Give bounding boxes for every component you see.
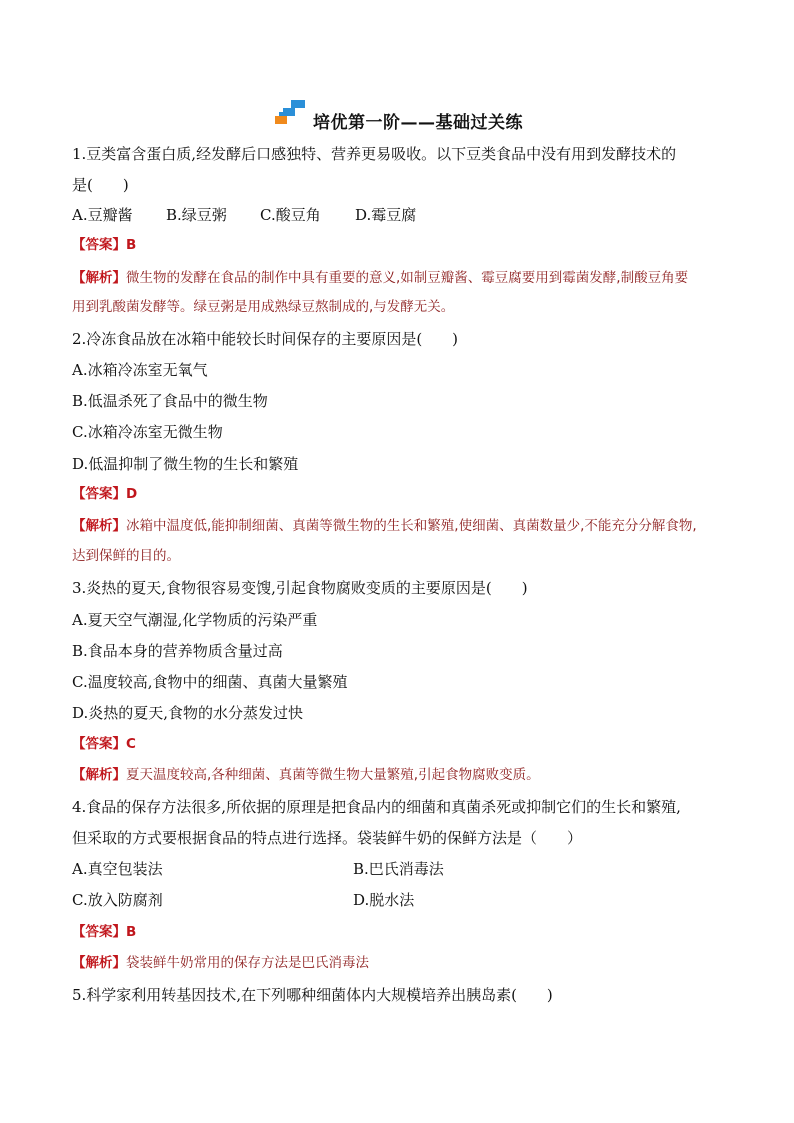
answer-value: D	[126, 486, 138, 502]
explain-tag: 【解析】	[72, 955, 126, 971]
explain-tag: 【解析】	[72, 270, 126, 286]
q1-option-c: C.酸豆角	[260, 206, 321, 224]
q3-option-c: C.温度较高,食物中的细菌、真菌大量繁殖	[72, 673, 348, 691]
q1-option-d: D.霉豆腐	[355, 206, 417, 224]
explain-text: 冰箱中温度低,能抑制细菌、真菌等微生物的生长和繁殖,使细菌、真菌数量少,不能充分分解食物,	[126, 518, 697, 534]
section-header	[0, 100, 794, 136]
q4-explanation	[72, 953, 369, 973]
q1-answer	[72, 235, 136, 255]
q4-option-a: A.真空包装法	[72, 860, 163, 878]
answer-tag: 【答案】	[72, 486, 126, 502]
answer-value: B	[126, 924, 137, 940]
q2-option-a: A.冰箱冷冻室无氧气	[72, 361, 208, 379]
stairs-icon	[275, 100, 309, 124]
q4-answer	[72, 922, 136, 942]
page-title: 培优第一阶——基础过关练	[313, 113, 523, 133]
question-5-stem: 5.科学家利用转基因技术,在下列哪种细菌体内大规模培养出胰岛素( )	[72, 986, 553, 1004]
answer-value: C	[126, 736, 136, 752]
q1-option-a: A.豆瓣酱	[72, 206, 133, 224]
explain-text: 夏天温度较高,各种细菌、真菌等微生物大量繁殖,引起食物腐败变质。	[126, 767, 540, 783]
explain-text: 袋装鲜牛奶常用的保存方法是巴氏消毒法	[126, 955, 369, 971]
q3-explanation	[72, 765, 540, 785]
q2-explanation	[72, 516, 697, 536]
question-3-stem: 3.炎热的夏天,食物很容易变馊,引起食物腐败变质的主要原因是( )	[72, 579, 528, 597]
explain-text: 微生物的发酵在食品的制作中具有重要的意义,如制豆瓣酱、霉豆腐要用到霉菌发酵,制酸豆角要	[126, 270, 689, 286]
answer-tag: 【答案】	[72, 924, 126, 940]
q2-explanation-cont: 达到保鲜的目的。	[72, 548, 180, 564]
q4-option-d: D.脱水法	[353, 891, 415, 909]
question-1-stem: 1.豆类富含蛋白质,经发酵后口感独特、营养更易吸收。以下豆类食品中没有用到发酵技术的	[72, 145, 677, 163]
q1-option-b: B.绿豆粥	[166, 206, 227, 224]
question-4-stem-cont: 但采取的方式要根据食品的特点进行选择。袋装鲜牛奶的保鲜方法是（ ）	[72, 829, 583, 847]
q1-explanation	[72, 268, 688, 288]
q2-option-c: C.冰箱冷冻室无微生物	[72, 423, 223, 441]
explain-tag: 【解析】	[72, 767, 126, 783]
q3-answer	[72, 734, 136, 754]
answer-tag: 【答案】	[72, 237, 126, 253]
question-2-stem: 2.冷冻食品放在冰箱中能较长时间保存的主要原因是( )	[72, 330, 459, 348]
question-1-stem-cont: 是( )	[72, 176, 129, 194]
q2-option-d: D.低温抑制了微生物的生长和繁殖	[72, 455, 299, 473]
q3-option-a: A.夏天空气潮湿,化学物质的污染严重	[72, 611, 318, 629]
answer-tag: 【答案】	[72, 736, 126, 752]
q4-option-b: B.巴氏消毒法	[353, 860, 444, 878]
q3-option-d: D.炎热的夏天,食物的水分蒸发过快	[72, 704, 304, 722]
q2-option-b: B.低温杀死了食品中的微生物	[72, 392, 268, 410]
answer-value: B	[126, 237, 137, 253]
question-4-stem: 4.食品的保存方法很多,所依据的原理是把食品内的细菌和真菌杀死或抑制它们的生长和繁殖,	[72, 798, 681, 816]
explain-tag: 【解析】	[72, 518, 126, 534]
q4-option-c: C.放入防腐剂	[72, 891, 163, 909]
q1-explanation-cont: 用到乳酸菌发酵等。绿豆粥是用成熟绿豆熬制成的,与发酵无关。	[72, 299, 455, 315]
q2-answer	[72, 484, 137, 504]
q3-option-b: B.食品本身的营养物质含量过高	[72, 642, 283, 660]
